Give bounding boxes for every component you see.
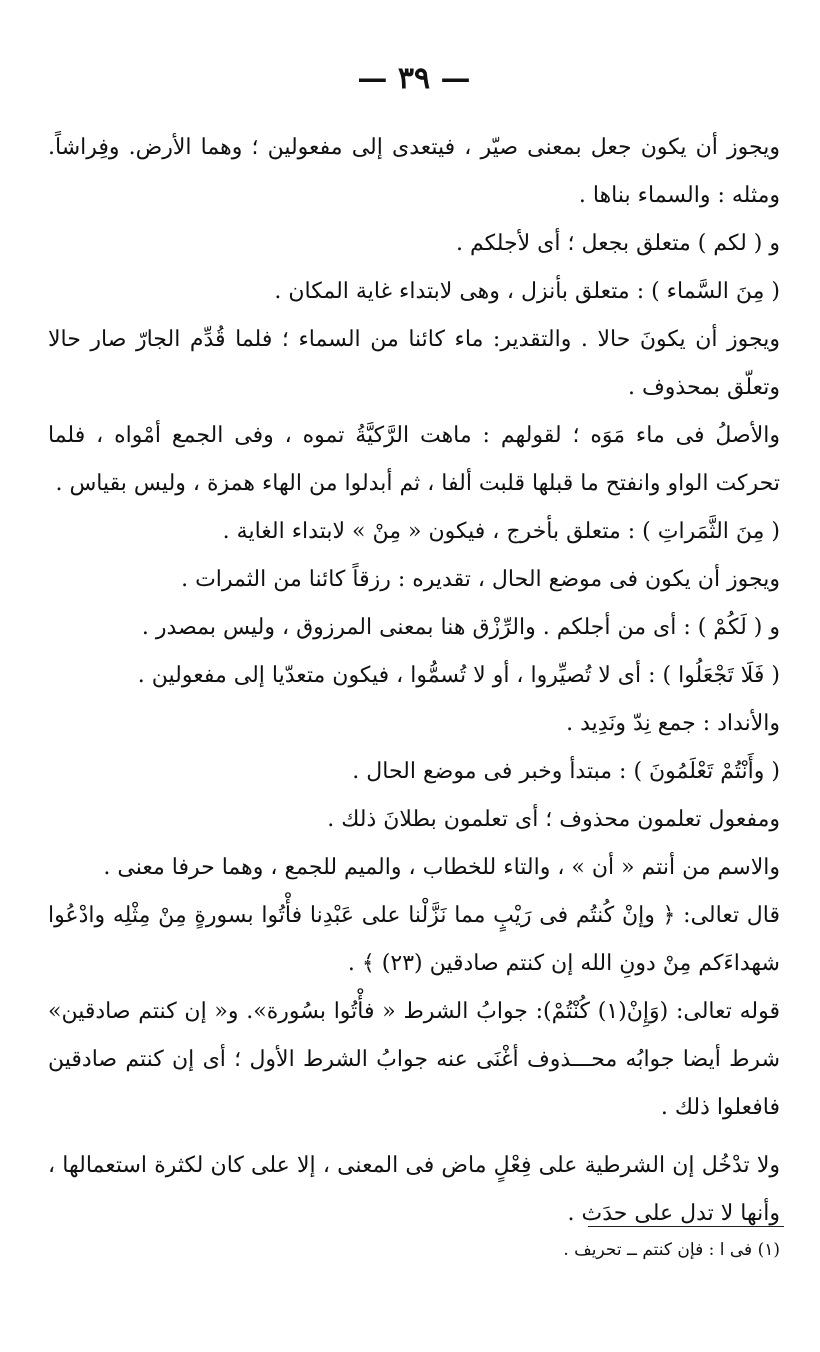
paragraph: ولا تدْخُل إن الشرطية على فِعْلٍ ماض فى المعنى ، إلا على كان لكثرة استعمالها ، وأنها لا تدل على حدَث . [48, 1153, 780, 1226]
paragraph: ويجوز أن يكون فى موضع الحال ، تقديره : رزقاً كائنا من الثمرات . [181, 567, 780, 592]
footnote-separator [588, 1226, 784, 1227]
page-number: — ٣٩ — [357, 61, 471, 96]
paragraph: ( وأَنْتُمْ تَعْلَمُونَ ) : مبتدأ وخبر فى موضع الحال . [352, 759, 780, 784]
paragraph: و ( لكم ) متعلق بجعل ؛ أى لأجلكم . [455, 231, 780, 256]
paragraph: والأنداد : جمع نِدّ ونَدِيد . [566, 711, 780, 736]
paragraph: ومفعول تعلمون محذوف ؛ أى تعلمون بطلانَ ذلك . [327, 807, 780, 832]
body-text [48, 124, 780, 1238]
paragraph: ( مِنَ السَّماء ) : متعلق بأنزل ، وهى لابتداء غاية المكان . [274, 279, 780, 304]
paragraph: والاسم من أنتم « أن » ، والتاء للخطاب ، والميم للجمع ، وهما حرفا معنى . [103, 855, 780, 880]
paragraph: ويجوز أن يكونَ حالا . والتقدير: ماء كائنا من السماء ؛ فلما قُدِّم الجارّ صار حالا وتعلّق بمحذوف . [48, 327, 780, 400]
paragraph: ( مِنَ الثَّمَراتِ ) : متعلق بأخرج ، فيكون « مِنْ » لابتداء الغاية . [222, 519, 780, 544]
paragraph: قوله تعالى: (وَإِنْ(١) كُنْتُمْ): جوابُ الشرط « فأْتُوا بسُورة». و« إن كنتم صادقين» شرط أيضا جوابُه محـــذوف أغْنَى عنه جوابُ الشرط الأول ؛ أى إن كنتم صادقين فافعلوا ذلك . [48, 999, 780, 1120]
paragraph: ( فَلَا تَجْعَلُوا ) : أى لا تُصيِّروا ، أو لا تُسمُّوا ، فيكون متعدّيا إلى مفعولين . [137, 663, 780, 688]
paragraph: ويجوز أن يكون جعل بمعنى صيّر ، فيتعدى إلى مفعولين ؛ وهما الأرض. وفِراشاً. ومثله : والسماء بناها . [48, 135, 780, 208]
footnote: (١) فى ا : فإن كنتم ــ تحريف . [563, 1240, 780, 1260]
quran-verse: قال تعالى: ﴿ وإنْ كُنتُم فى رَيْبٍ مما نَزَّلْنا على عَبْدِنا فأْتُوا بسورةٍ مِنْ مِثْلِه وادْعُوا شهداءَكم مِنْ دونِ الله إن كنتم صادقين (٢٣) ﴾ . [48, 903, 780, 976]
paragraph: والأصلُ فى ماء مَوَه ؛ لقولهم : ماهت الرَّكيَّةُ تموه ، وفى الجمع أمْواه ، فلما تحركت الواو وانفتح ما قبلها قلبت ألفا ، ثم أبدلوا من الهاء همزة ، وليس بقياس . [48, 423, 780, 496]
paragraph: و ( لَكُمْ ) : أى من أجلكم . والرِّزْق هنا بمعنى المرزوق ، وليس بمصدر . [141, 615, 780, 640]
